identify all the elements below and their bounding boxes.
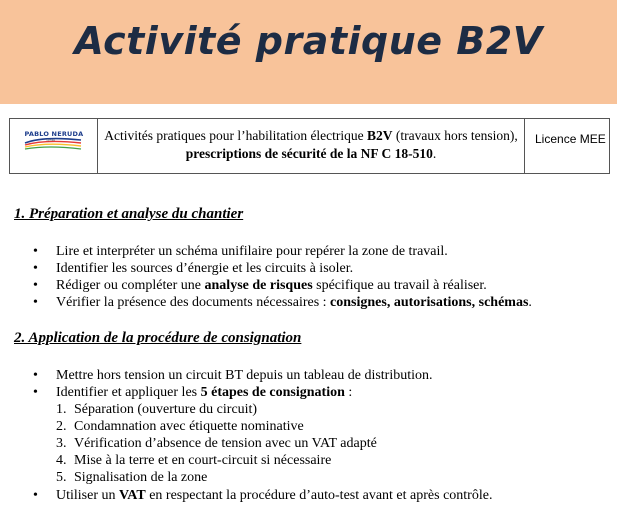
desc-part3: . (432, 146, 437, 161)
section2-list-end (30, 487, 492, 504)
desc-bold2: prescriptions de sécurité de la NF C 18-510 (185, 146, 433, 161)
logo-cell (10, 119, 98, 174)
step-number: 3. (56, 436, 67, 451)
step-text: Mise à la terre et en court-circuit si nécessaire (74, 453, 332, 468)
list-item (30, 243, 532, 260)
item-pre: Vérifier la présence des documents nécessaires : (56, 295, 331, 310)
step-number: 4. (56, 453, 67, 468)
item-pre: Utiliser un (56, 488, 119, 503)
step-item (30, 452, 377, 469)
step-text: Vérification d’absence de tension avec un VAT adapté (74, 436, 377, 451)
item-text: Lire et interpréter un schéma unifilaire pour repérer la zone de travail. (56, 244, 448, 259)
item-bold: 5 étapes de consignation (200, 385, 345, 400)
list-item (30, 294, 532, 311)
section2-heading: 2. Application de la procédure de consignation (14, 330, 302, 346)
header-row (10, 119, 610, 174)
list-item (30, 260, 532, 277)
title-banner (0, 0, 617, 104)
step-item (30, 469, 377, 486)
step-item (30, 418, 377, 435)
item-post: : (344, 385, 353, 400)
desc-bold1: B2V (367, 128, 393, 143)
item-bold: VAT (119, 488, 146, 503)
desc-part1: Activités pratiques pour l’habilitation électrique (104, 128, 368, 143)
logo-subtext: Lycée (46, 137, 56, 142)
consignation-steps (30, 401, 377, 486)
item-post: en respectant la procédure d’auto-test avant et après contrôle. (145, 488, 493, 503)
school-logo (21, 129, 87, 159)
step-item (30, 435, 377, 452)
step-number: 5. (56, 470, 67, 485)
list-item (30, 367, 433, 384)
step-number: 2. (56, 419, 67, 434)
description-cell (98, 119, 525, 174)
list-item (30, 487, 492, 504)
section1-heading: 1. Préparation et analyse du chantier (14, 206, 244, 222)
item-bold: analyse de risques (204, 278, 313, 293)
header-table (9, 118, 610, 174)
page-title: Activité pratique B2V (74, 19, 543, 63)
step-item (30, 401, 377, 418)
licence-cell: Licence MEE (525, 119, 610, 174)
section1-list (30, 243, 532, 311)
item-post: spécifique au travail à réaliser. (312, 278, 487, 293)
desc-part2: (travaux hors tension), (392, 128, 518, 143)
section2-list (30, 367, 433, 401)
step-text: Signalisation de la zone (74, 470, 208, 485)
item-pre: Identifier et appliquer les (56, 385, 201, 400)
step-text: Condamnation avec étiquette nominative (74, 419, 304, 434)
item-pre: Rédiger ou compléter une (56, 278, 205, 293)
step-number: 1. (56, 402, 67, 417)
list-item (30, 384, 433, 401)
item-bold: consignes, autorisations, schémas (330, 295, 529, 310)
item-text: Identifier les sources d’énergie et les circuits à isoler. (56, 261, 354, 276)
logo-text: PABLO NERUDA (24, 129, 84, 138)
item-post: . (528, 295, 532, 310)
list-item (30, 277, 532, 294)
step-text: Séparation (ouverture du circuit) (74, 402, 258, 417)
item-text: Mettre hors tension un circuit BT depuis un tableau de distribution. (56, 368, 433, 383)
